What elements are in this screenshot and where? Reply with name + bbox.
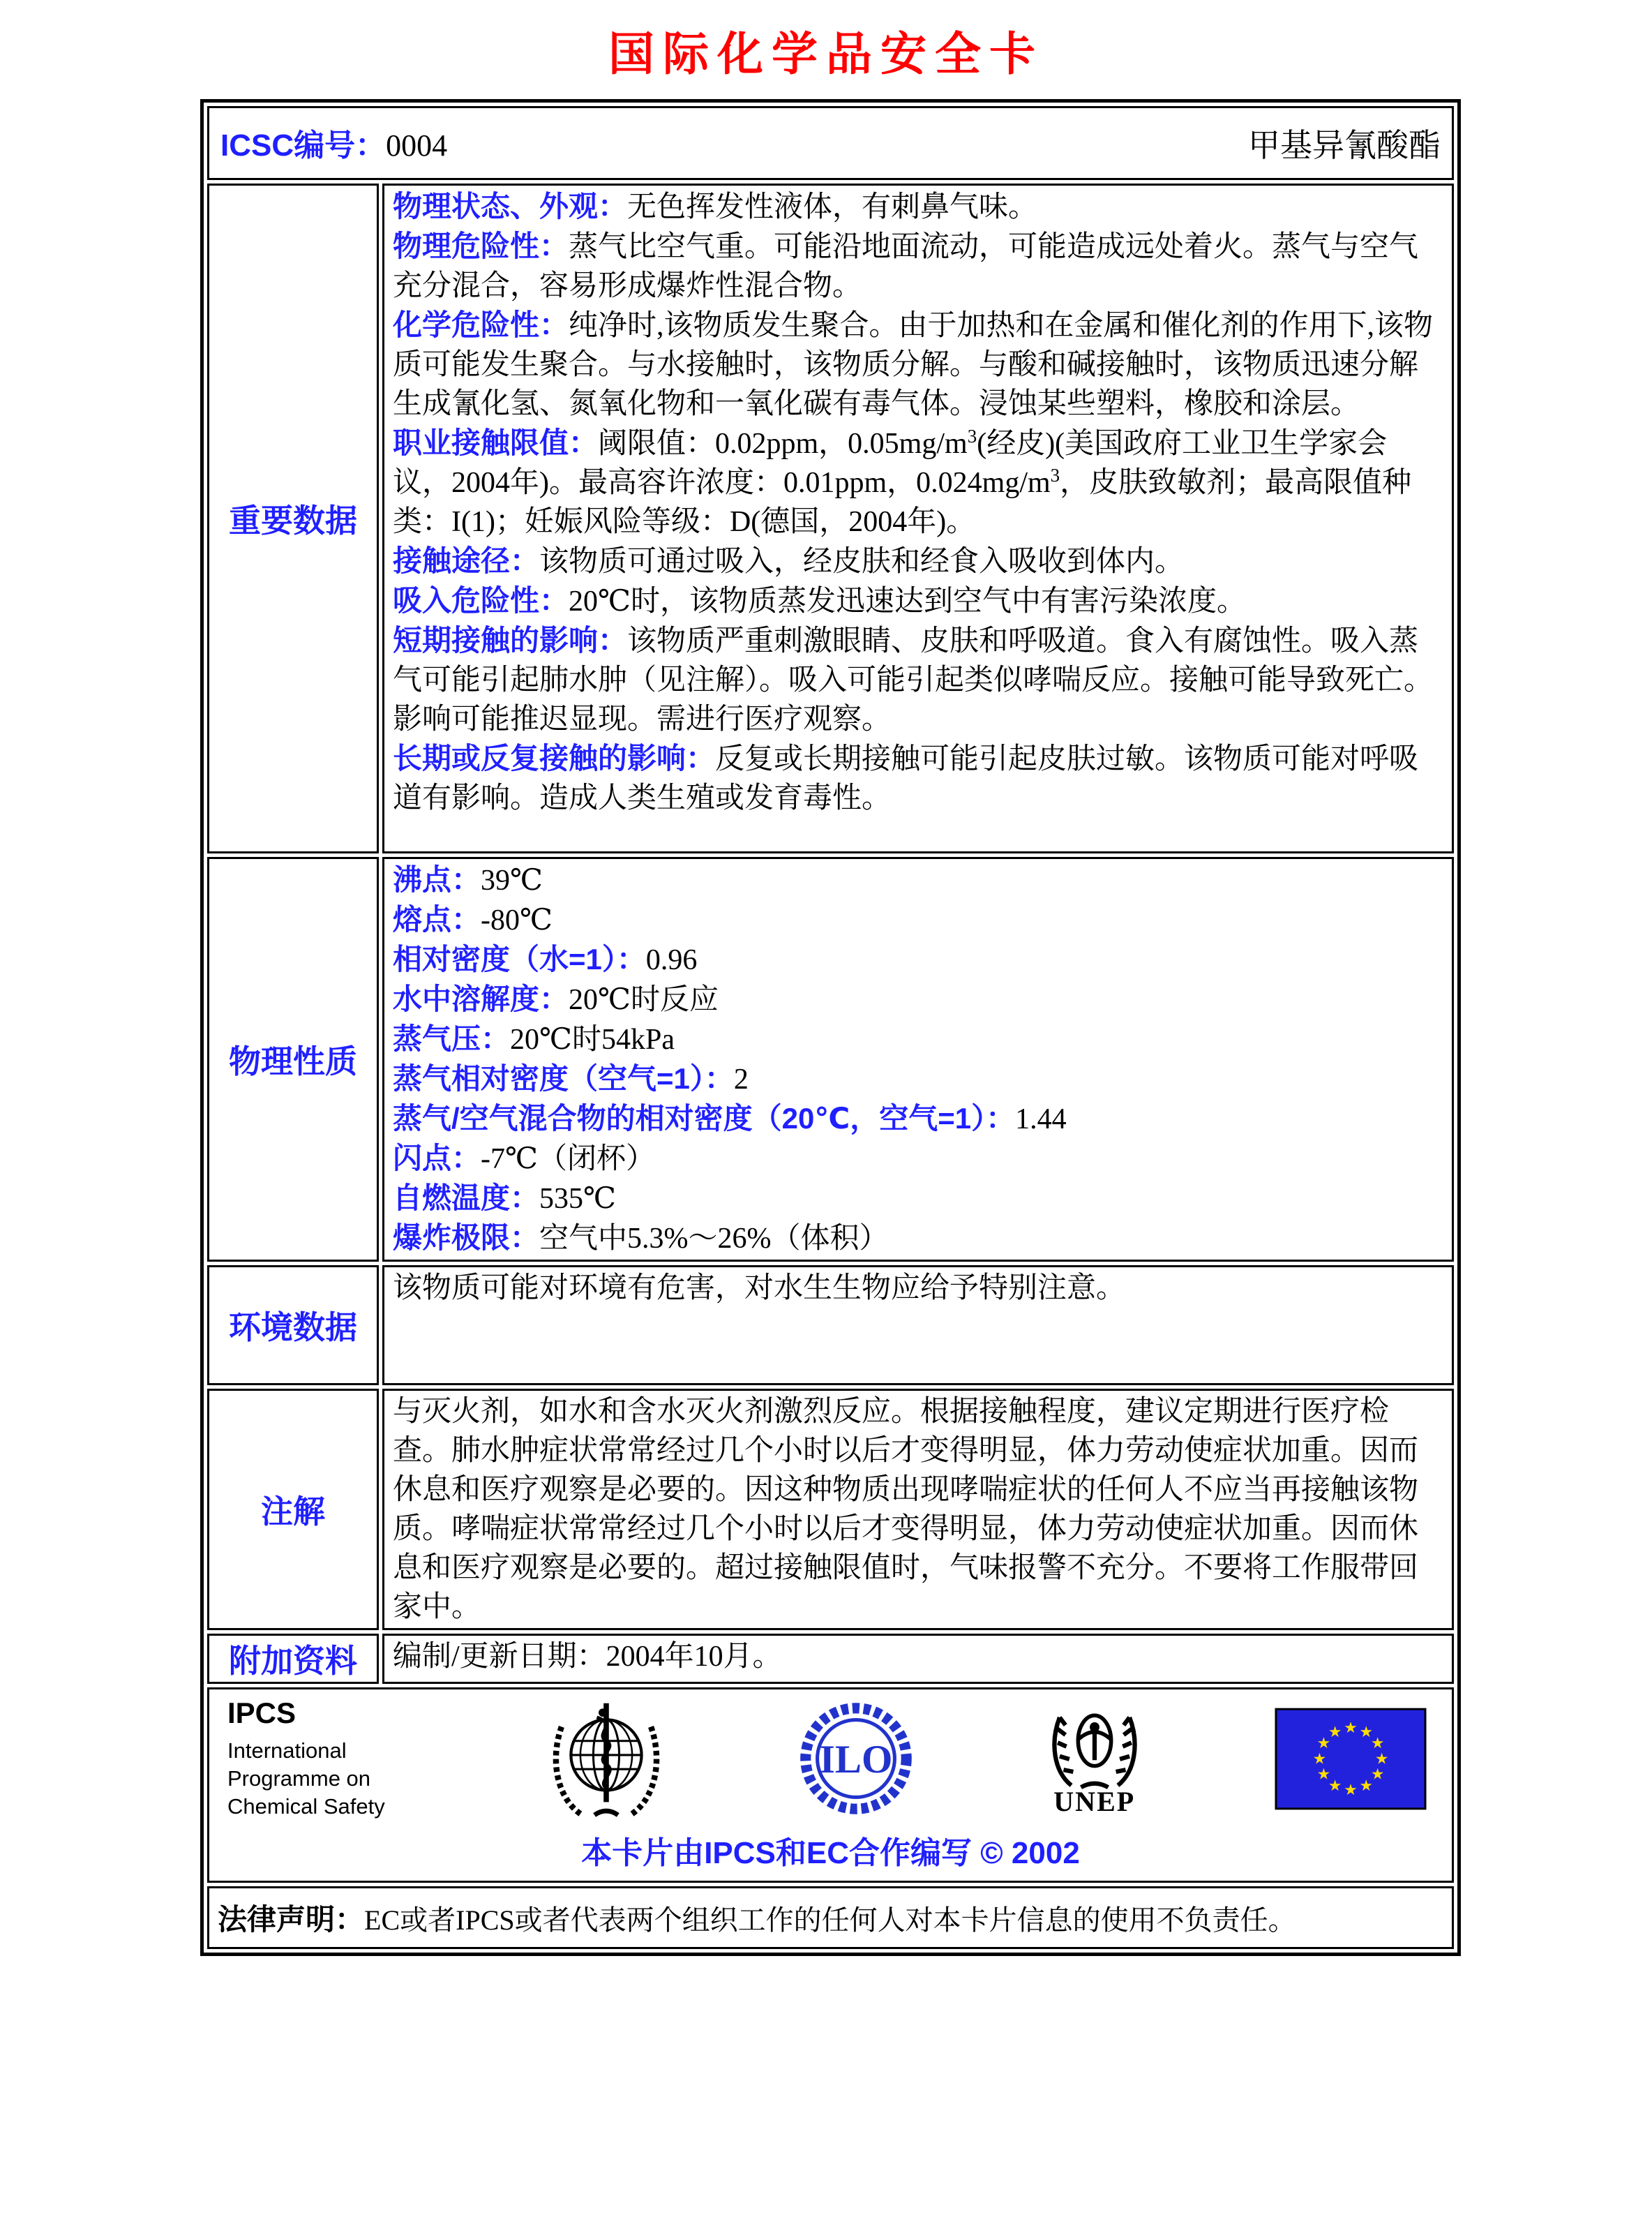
text-paragraph: 沸点：39℃ (393, 863, 543, 897)
section-label-important-data: 重要数据 (207, 184, 379, 853)
svg-text:★: ★ (1374, 1749, 1389, 1768)
section-body-physical-properties (382, 857, 1454, 1262)
text-paragraph: 接触途径：该物质可通过吸入，经皮肤和经食入吸收到体内。 (393, 544, 1185, 578)
legal-text: EC或者IPCS或者代表两个组织工作的任何人对本卡片信息的使用不负责任。 (364, 1904, 1296, 1936)
ipcs-line: Chemical Safety (227, 1794, 385, 1819)
text-paragraph: 蒸气压：20℃时54kPa (393, 1022, 675, 1056)
unep-logo (1046, 1700, 1143, 1818)
icsc-card-table (200, 99, 1461, 1956)
cooperation-caption-text: 本卡片由IPCS和EC合作编写 (581, 1836, 973, 1870)
svg-text:★: ★ (1312, 1749, 1327, 1768)
svg-text:★: ★ (1316, 1766, 1331, 1784)
svg-text:★: ★ (1328, 1777, 1342, 1795)
eu-flag (1275, 1708, 1427, 1810)
svg-text:★: ★ (1370, 1734, 1385, 1752)
cooperation-caption (223, 1828, 1438, 1872)
ipcs-text-block (227, 1696, 416, 1821)
who-logo (547, 1699, 666, 1819)
copyright-text: © 2002 (980, 1836, 1080, 1870)
section-body-important-data (382, 184, 1454, 853)
section-body-additional-info (382, 1634, 1454, 1684)
logos-cell (207, 1687, 1454, 1883)
text-paragraph: 自燃温度：535℃ (393, 1181, 616, 1215)
text-paragraph: 该物质可能对环境有危害，对水生生物应给予特别注意。 (393, 1272, 1126, 1304)
text-paragraph: 化学危险性：纯净时,该物质发生聚合。由于加热和在金属和催化剂的作用下,该物质可能发生聚合。与水接触时，该物质分解。与酸和碱接触时，该物质迅速分解生成氰化氢、氮氧化物和一氧化碳有毒气体。浸蚀某些塑料，橡胶和涂层。 (393, 308, 1434, 420)
text-paragraph: 物理危险性：蒸气比空气重。可能沿地面流动，可能造成远处着火。蒸气与空气充分混合，容易形成爆炸性混合物。 (393, 230, 1419, 302)
text-paragraph: 相对密度（水=1）：0.96 (393, 943, 698, 976)
card-header-cell (207, 106, 1454, 180)
text-paragraph: 蒸气/空气混合物的相对密度（20℃，空气=1）：1.44 (393, 1102, 1067, 1135)
header-row (207, 106, 1454, 180)
icsc-number-value: 0004 (386, 128, 448, 163)
additional-info-row (207, 1634, 1454, 1684)
logos-strip (223, 1694, 1438, 1821)
ipcs-acronym: IPCS (227, 1696, 296, 1729)
logos-row (207, 1687, 1454, 1883)
notes-row (207, 1389, 1454, 1630)
icsc-number-label: ICSC编号： (220, 128, 386, 163)
important-data-row (207, 184, 1454, 853)
text-paragraph: 吸入危险性：20℃时，该物质蒸发迅速达到空气中有害污染浓度。 (393, 584, 1247, 618)
svg-text:★: ★ (1328, 1723, 1342, 1741)
ipcs-line: International (227, 1738, 347, 1763)
section-label-notes: 注解 (207, 1389, 379, 1630)
section-body-environmental-data (382, 1265, 1454, 1385)
page-title: 国际化学品安全卡 (608, 27, 1044, 81)
text-paragraph: 蒸气相对密度（空气=1）：2 (393, 1062, 749, 1096)
section-label-additional-info: 附加资料 (207, 1634, 379, 1684)
text-paragraph: 与灭火剂，如水和含水灭火剂激烈反应。根据接触程度，建议定期进行医疗检查。肺水肿症状常常经过几个小时以后才变得明显，体力劳动使症状加重。因而休息和医疗观察是必要的。因这种物质出现哮喘症状的任何人不应当再接触该物质。哮喘症状常常经过几个小时以后才变得明显，体力劳动使症状加重。因而休息和医疗观察是必要的。超过接触限值时，气味报警不充分。不要将工作服带回家中。 (393, 1396, 1419, 1623)
text-paragraph: 熔点：-80℃ (393, 903, 553, 936)
svg-text:★: ★ (1344, 1781, 1358, 1799)
text-paragraph: 短期接触的影响：该物质严重刺激眼睛、皮肤和呼吸道。食入有腐蚀性。吸入蒸气可能引起肺水肿（见注解）。吸入可能引起类似哮喘反应。接触可能导致死亡。影响可能推迟显现。需进行医疗观察。 (393, 624, 1434, 736)
chemical-name: 甲基异氰酸酯 (1248, 128, 1441, 163)
svg-text:★: ★ (1316, 1734, 1331, 1752)
section-label-environmental-data: 环境数据 (207, 1265, 379, 1385)
ilo-logo (797, 1700, 915, 1817)
ipcs-line: Programme on (227, 1766, 371, 1791)
section-body-notes (382, 1389, 1454, 1630)
text-paragraph: 长期或反复接触的影响：反复或长期接触可能引起皮肤过敏。该物质可能对呼吸道有影响。造成人类生殖或发育毒性。 (393, 742, 1419, 814)
svg-text:★: ★ (1359, 1723, 1374, 1741)
text-paragraph: 水中溶解度：20℃时反应 (393, 983, 719, 1016)
legal-cell (207, 1886, 1454, 1949)
legal-label: 法律声明： (218, 1903, 365, 1936)
ilo-letters: ILO (819, 1738, 892, 1782)
physical-properties-row (207, 857, 1454, 1262)
section-label-physical-properties: 物理性质 (207, 857, 379, 1262)
svg-text:★: ★ (1359, 1777, 1374, 1795)
svg-text:★: ★ (1370, 1766, 1385, 1784)
text-paragraph: 爆炸极限：空气中5.3%～26%（体积） (393, 1221, 889, 1255)
legal-row (207, 1886, 1454, 1949)
svg-text:★: ★ (1344, 1719, 1358, 1737)
text-paragraph: 职业接触限值：阈限值：0.02ppm，$0.05mg/m^3$(经皮)(美国政府工业卫生学家会议，2004年)。最高容许浓度：0.01ppm，$0.024mg/m^3$，皮肤致敏剂；最高限值种类：I(1)；妊娠风险等级：D(德国，2004年)。 (393, 426, 1412, 538)
environmental-data-row (207, 1265, 1454, 1385)
text-paragraph: 闪点：-7℃（闭杯） (393, 1142, 655, 1175)
unep-caption: UNEP (1053, 1785, 1136, 1817)
text-paragraph: 编制/更新日期：2004年10月。 (393, 1641, 782, 1673)
text-paragraph: 物理状态、外观：无色挥发性液体，有刺鼻气味。 (393, 190, 1038, 223)
